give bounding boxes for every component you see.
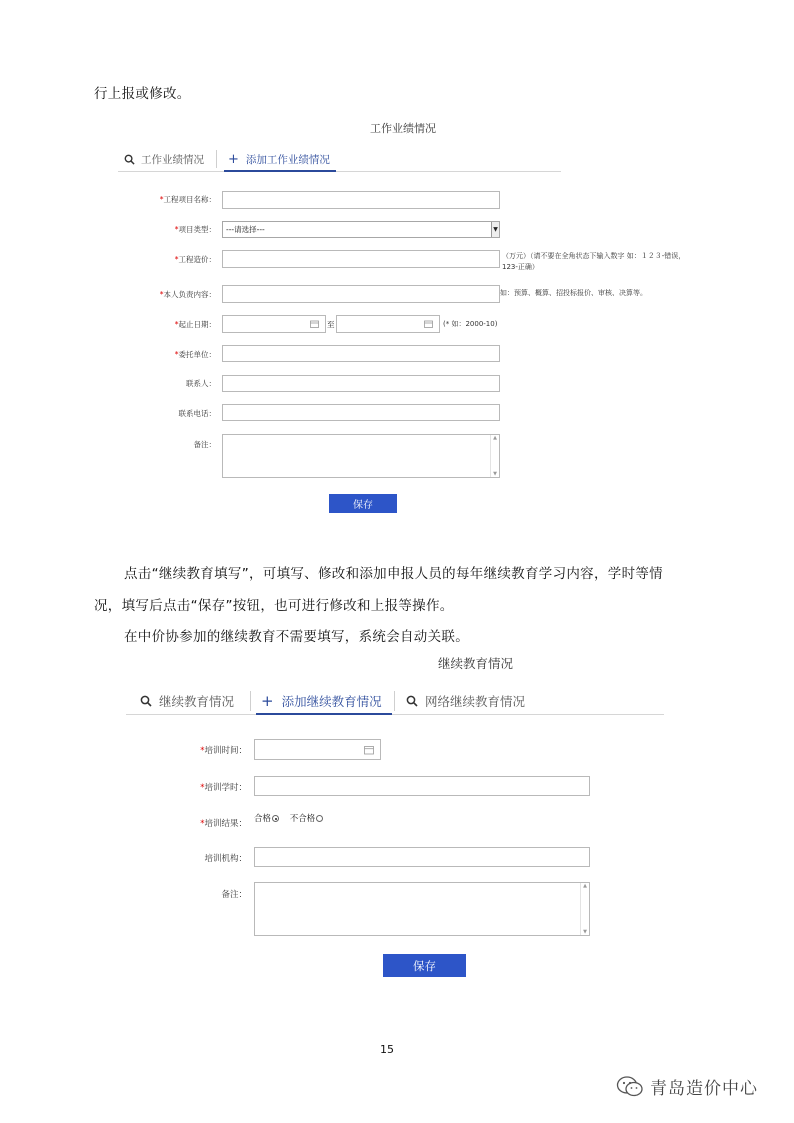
save-button[interactable]: 保存: [329, 494, 397, 513]
tab-label: 添加继续教育情况: [281, 693, 382, 709]
tab-label: 继续教育情况: [159, 694, 235, 709]
tab-label: 工作业绩情况: [141, 153, 204, 166]
project-cost-input[interactable]: [222, 250, 500, 268]
label-training-org: 培训机构：: [204, 854, 247, 864]
calendar-icon[interactable]: [424, 320, 433, 328]
form2-tabbar: [126, 688, 664, 715]
search-icon: [124, 154, 135, 165]
tab-continuing-education[interactable]: [140, 688, 234, 714]
dropdown-arrow-icon[interactable]: ▼: [491, 222, 499, 237]
responsibility-note: 如：预算、概算、招投标报价、审核、决算等。: [500, 289, 647, 297]
tab-work-performance[interactable]: [124, 148, 204, 170]
save-button[interactable]: 保存: [383, 954, 466, 977]
label-project-cost: *工程造价：: [174, 255, 216, 264]
scrollbar[interactable]: ▲ ▼: [580, 883, 589, 935]
tab-divider: [250, 691, 251, 711]
watermark-text: 青岛造价中心: [650, 1079, 758, 1099]
label-phone: 联系电话：: [178, 409, 216, 418]
search-icon: [140, 695, 152, 707]
label-contact: 联系人：: [186, 379, 216, 388]
search-icon: [406, 695, 418, 707]
intro-line: 行上报或修改。: [94, 86, 191, 102]
tab-label: 添加工作业绩情况: [245, 153, 330, 166]
project-type-select[interactable]: [222, 221, 500, 238]
tab-online-continuing-education[interactable]: [406, 688, 525, 714]
form1-title: 工作业绩情况: [370, 122, 436, 135]
training-result-group: [254, 812, 326, 824]
tab-add-work-performance[interactable]: [224, 148, 336, 172]
result-pass-label: 合格: [254, 814, 272, 824]
label-remarks: 备注：: [193, 440, 216, 449]
result-fail-radio[interactable]: [316, 815, 323, 822]
paragraph-2: 况，填写后点击“保存”按钮，也可进行修改和上报等操作。: [94, 598, 454, 614]
calendar-icon[interactable]: [310, 320, 319, 328]
label-responsibility: *本人负责内容：: [159, 290, 216, 299]
result-fail-label: 不合格: [289, 814, 316, 824]
label-client: *委托单位：: [174, 350, 216, 359]
responsibility-input[interactable]: [222, 285, 500, 303]
label-project-type: *项目类型：: [174, 225, 216, 234]
scrollbar[interactable]: ▲ ▼: [490, 435, 499, 477]
project-name-input[interactable]: [222, 191, 500, 209]
label-dates: *起止日期：: [174, 320, 216, 329]
client-input[interactable]: [222, 345, 500, 362]
label-project-name: *工程项目名称：: [159, 195, 216, 204]
plus-icon: +: [228, 151, 239, 167]
remarks-textarea[interactable]: [254, 882, 590, 936]
end-date-input[interactable]: [336, 315, 440, 333]
phone-input[interactable]: [222, 404, 500, 421]
remarks-textarea[interactable]: [222, 434, 500, 478]
tab-divider: [216, 150, 217, 168]
start-date-input[interactable]: [222, 315, 326, 333]
wechat-icon: [616, 1075, 644, 1099]
tab-divider: [394, 691, 395, 711]
contact-input[interactable]: [222, 375, 500, 392]
date-note: (* 如：2000-10): [443, 320, 498, 328]
form1-tabbar: [118, 148, 561, 172]
label-training-hours: *培训学时：: [200, 783, 247, 793]
select-value: ---请选择---: [226, 225, 265, 234]
watermark: [616, 1074, 758, 1099]
page-number: 15: [380, 1043, 394, 1056]
training-time-input[interactable]: [254, 739, 381, 760]
label-training-time: *培训时间：: [200, 746, 247, 756]
form2-title: 继续教育情况: [438, 656, 514, 671]
date-range-separator: 至: [327, 320, 335, 329]
paragraph-3: 在中价协参加的继续教育不需要填写，系统会自动关联。: [124, 629, 469, 645]
label-remarks: 备注：: [221, 890, 247, 900]
tab-label: 网络继续教育情况: [425, 694, 526, 709]
plus-icon: +: [261, 691, 274, 710]
calendar-icon[interactable]: [364, 745, 374, 754]
training-hours-input[interactable]: [254, 776, 590, 796]
result-pass-radio[interactable]: [272, 815, 279, 822]
label-training-result: *培训结果：: [200, 819, 247, 829]
paragraph-1: 点击“继续教育填写”，可填写、修改和添加申报人员的每年继续教育学习内容，学时等情: [124, 566, 663, 582]
cost-note: （万元）（请不要在全角状态下输入数字 如：１２３-错误， 123-正确）: [502, 252, 686, 271]
training-org-input[interactable]: [254, 847, 590, 867]
tab-add-continuing-education[interactable]: [256, 688, 392, 715]
